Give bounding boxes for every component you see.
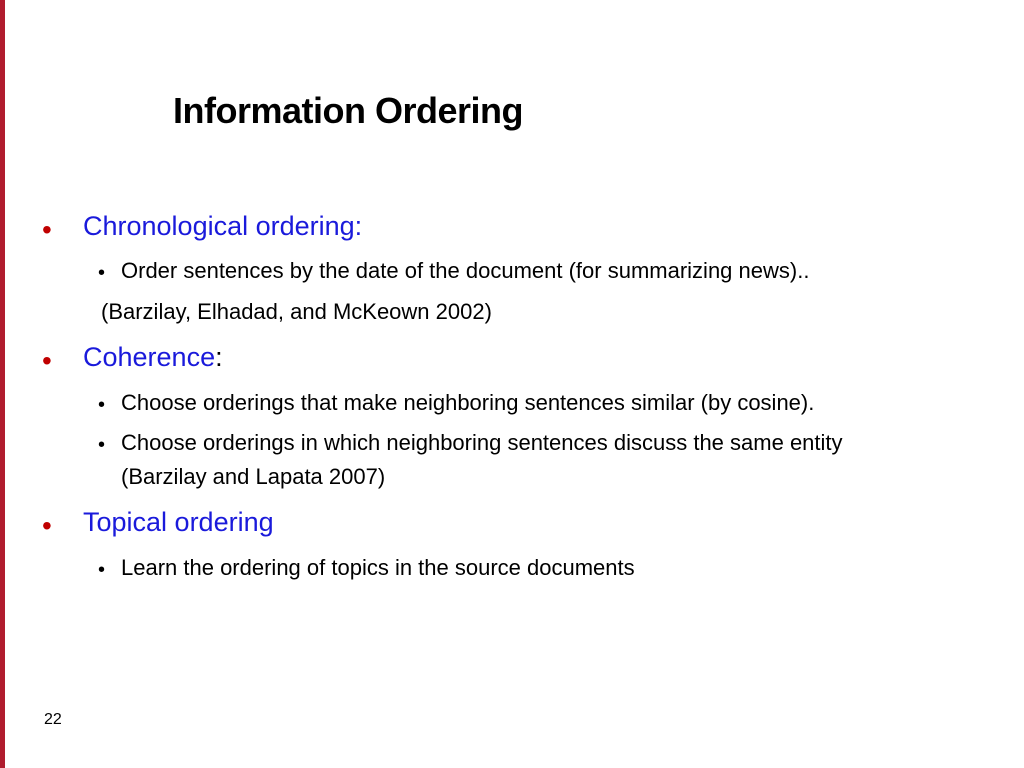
bullet-icon: • xyxy=(42,214,52,245)
list-item: Order sentences by the date of the document (for summarizing news).. xyxy=(121,258,810,283)
bullet-icon: • xyxy=(98,434,106,456)
bullet-icon: • xyxy=(42,345,52,376)
bullet-icon: • xyxy=(98,394,106,416)
section-heading-label: Coherence xyxy=(83,342,216,372)
list-item: Learn the ordering of topics in the source documents xyxy=(121,555,635,580)
bullet-icon: • xyxy=(98,559,106,581)
section-heading-chronological: Chronological ordering: xyxy=(83,211,363,241)
bullet-icon: • xyxy=(98,262,106,284)
page-number: 22 xyxy=(44,711,62,728)
citation-text: (Barzilay, Elhadad, and McKeown 2002) xyxy=(101,299,492,324)
section-heading-colon: : xyxy=(215,342,223,372)
list-item: Choose orderings in which neighboring sentences discuss the same entity xyxy=(121,430,843,455)
section-heading-topical: Topical ordering xyxy=(83,507,274,537)
list-item-continuation: (Barzilay and Lapata 2007) xyxy=(121,464,386,489)
list-item: Choose orderings that make neighboring sentences similar (by cosine). xyxy=(121,390,815,415)
section-heading-coherence xyxy=(83,341,223,373)
slide-title: Information Ordering xyxy=(173,90,523,131)
slide-accent-bar xyxy=(0,0,5,768)
bullet-icon: • xyxy=(42,510,52,541)
